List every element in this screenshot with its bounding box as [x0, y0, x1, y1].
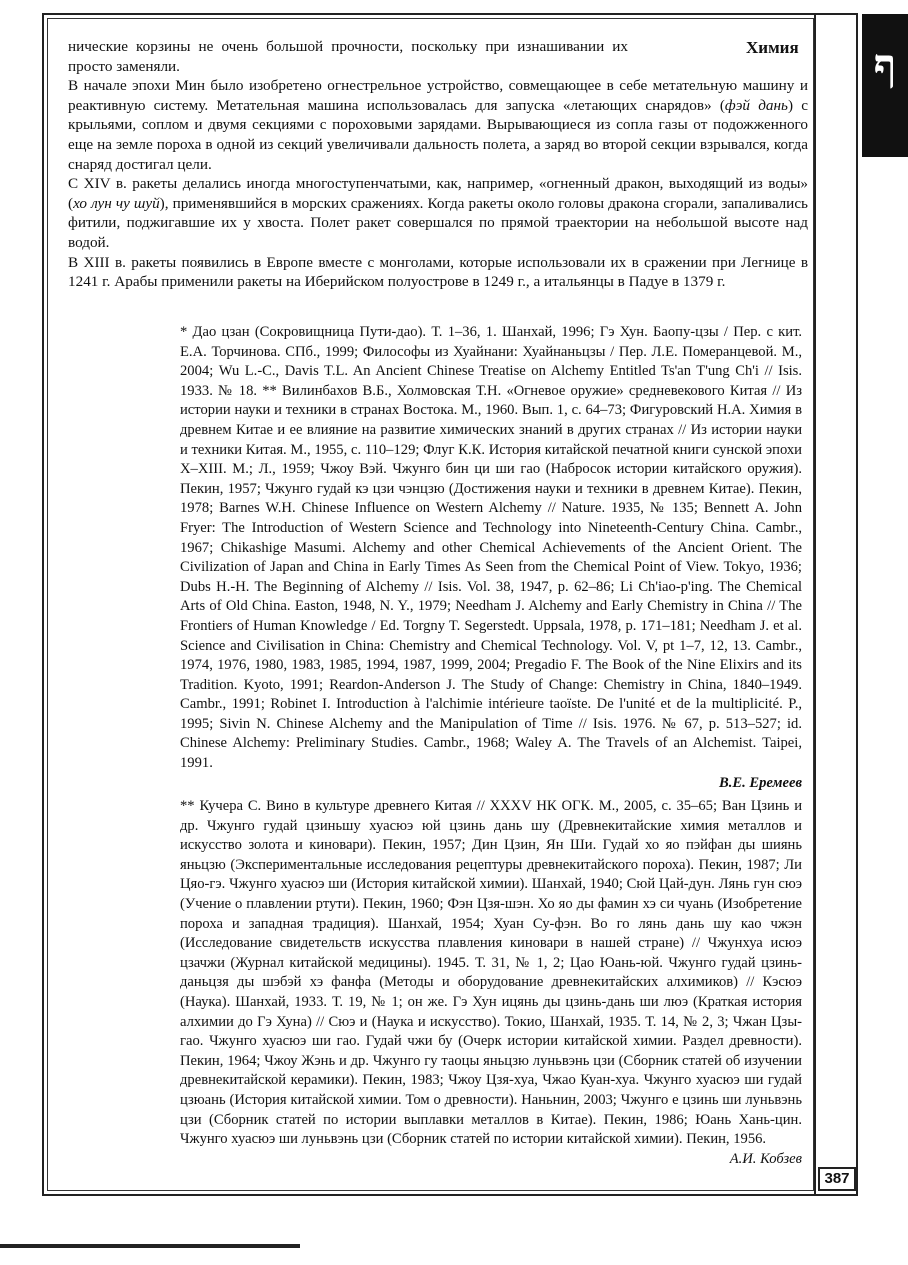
page-number: 387 [818, 1167, 856, 1191]
term-ho-lun: хо лун чу шуй [73, 194, 160, 212]
section-thumb-tab [862, 14, 908, 157]
scan-edge-line [0, 1244, 300, 1248]
paragraph-1: нические корзины не очень большой прочности, поскольку при изнашивании их просто заменяли. [68, 38, 628, 75]
term-fei-dan: фэй дань [724, 96, 788, 114]
author-signature-2: А.И. Кобзев [729, 1150, 802, 1167]
references-text-1: * Дао цзан (Сокровищница Пути-дао). Т. 1–36, 1. Шанхай, 1996; Гэ Хун. Баопу-цзы / Пер. с кит. Е.А. Торчинова. СПб., 1999; Философы из Хуайнани: Хуайнаньцзы / Пер. Л.Е. Померанцевой. М., 2004; Wu L.-C., Davis T.L. An Ancient Chinese Treatise on Alchemy Entitled Ts'an T'ung Ch'i // Isis. 1933. № 18. ** Вилинбахов В.Б., Холмовская Т.Н. «Огневое оружие» средневекового Китая // Из истории науки и техники в странах Востока. М., 1960. Вып. 1, с. 64–73; Фигуровский Н.А. Химия в древнем Китае и ее влияние на развитие химических знаний в других странах // Из истории науки и техники Китая. М., 1955, с. 110–129; Флуг К.К. История китайской печатной книги сунской эпохи X–XIII. М.; Л., 1959; Чжоу Вэй. Чжунго бин ци ши гао (Набросок истории китайского оружия). Пекин, 1957; Чжунго гудай кэ цзи чэнцзю (Достижения науки и техники в древнем Китае). Пекин, 1978; Barnes W.H. Chinese Influence on Western Alchemy // Nature. 1935, № 135; Bennett A. John Fryer: The Introduction of Western Science and Technology into Nineteenth-Century China. Cambr., 1967; Chikashige Masumi. Alchemy and other Chemical Achievements of the Ancient Orient. The Civilization of Japan and China in Early Times As Seen from the Chemical Point of View. Tokyo, 1936; Dubs H.-H. The Beginning of Alchemy // Isis. Vol. 38, 1947, p. 62–86; Li Ch'iao-p'ing. The Chemical Arts of Old China. Easton, 1948, N. Y., 1979; Needham J. Alchemy and Early Chemistry in China // The Frontiers of Human Knowledge / Ed. Torgny T. Segerstedt. Uppsala, 1978, p. 171–181; Needham J. et al. Science and Civilisation in China: Chemistry and Chemical Technology. Vol. V, pt 1–7, 12, 13. Cambr., 1974, 1976, 1980, 1983, 1985, 1994, 1987, 1999, 2004; Pregadio F. The Book of the Nine Elixirs and its Tradition. Kyoto, 1991; Reardon-Anderson J. The Study of Change: Chemistry in China, 1840–1949. Cambr., 1991; Robinet I. Introduction à l'alchimie intérieure taoïste. De l'unité et de la multiplicité. P., 1995; Sivin N. Chinese Alchemy and the Manipulation of Time // Isis. 1976. № 67, p. 513–527; id. Chinese Alchemy: Preliminary Studies. Cambr., 1968; Waley A. The Travels of an Alchemist. Taipei, 1991. [180, 324, 802, 772]
paragraph-4: В XIII в. ракеты появились в Европе вместе с монголами, которые использовали их в сражении при Легнице в 1241 г. Арабы применили ракеты на Иберийском полуострове в 1249 г., а итальянцы в Падуе в 1379 г. [68, 253, 808, 291]
references-block-1 [180, 323, 802, 793]
side-divider [814, 13, 816, 1196]
author-signature-1: В.Е. Еремеев [718, 774, 802, 791]
section-title: Химия [746, 38, 799, 57]
references-block-2 [180, 797, 802, 1169]
references-text-2: ** Кучера С. Вино в культуре древнего Китая // XXXV НК ОГК. М., 2005, с. 35–65; Ван Цзинь и др. Чжунго гудай цзиньшу хуасюэ юй цзинь дань шу (Древнекитайские химия металлов и искусство золота и киновари). Пекин, 1957; Дин Цзин, Ян Ши. Гудай хо яо пэйфан ды шиянь яньцзю (Экспериментальные исследования рецептуры древнекитайского пороха). Пекин, 1987; Ли Цяо-гэ. Чжунго хуасюэ ши (История китайской химии). Шанхай, 1940; Сюй Цай-дун. Лянь гун сюэ (Учение о плавлении ртути). Пекин, 1960; Фэн Цзя-шэн. Хо яо ды фамин хэ си чуань (Изобретение пороха и западная традиция). Шанхай, 1954; Хуан Су-фэн. Во го лянь дань шу као чжэн (Исследование свидетельств искусства плавления киновари в нашей стране) // Чжунхуа исюэ цзачжи (Журнал китайской медицины). 1945. Т. 31, № 1, 2; Цао Юань-юй. Чжунго гудай цзинь-даньцзя ды шэбэй хэ фанфа (Методы и оборудование древнекитайских алхимиков) // Кэсюэ (Наука). Шанхай, 1933. Т. 19, № 1; он же. Гэ Хун ицянь ды цзинь-дань ши люэ (Краткая история алхимии до Гэ Хуна) // Сюэ и (Наука и искусство). Токио, Шанхай, 1935. Т. 14, № 2, 3; Чжан Цзы-гао. Чжунго хуасюэ ши гао. Гудай чжи бу (Очерк истории китайской химии. Раздел древности). Пекин, 1964; Чжоу Жэнь и др. Чжунго гу таоцы яньцзю луньвэнь цзи (Сборник статей об изучении древнекитайской керамики). Пекин, 1983; Чжоу Цзя-хуа, Чжао Куан-хуа. Чжунго хуасюэ ши гудай цзюань (История китайской химии. Том о древности). Наньнин, 2003; Чжунго е цзинь ши луньвэнь цзи (Сборник статей по истории выплавки металлов в Китае). Пекин, 1986; Юань Хань-цин. Чжунго хуасюэ ши луньвэнь цзи (Сборник статей по истории китайской химии). Пекин, 1956. [180, 798, 802, 1148]
article-body [68, 37, 808, 292]
paragraph-3: С XIV в. ракеты делались иногда многоступенчатыми, как, например, «огненный дракон, выходящий из воды» (хо лун чу шуй), применявшийся в морских сражениях. Когда ракеты около головы дракона сгорали, запаливались фитили, поджигавшие их у хвоста. Полет ракет совершался по прямой траектории на небольшой высоте над водой. [68, 175, 808, 251]
paragraph-2: В начале эпохи Мин было изобретено огнестрельное устройство, совмещающее в себе метательную машину и реактивную систему. Метательная машина использовалась для запуска «летающих снарядов» (фэй дань) с крыльями, соплом и двумя секциями с пороховыми зарядами. Вырывающиеся из сопла газы от подожженного еще на земле пороха в одной из секций увеличивали дальность полета, а заряд во второй секции взрывался, когда снаряд достигал цели. [68, 77, 808, 173]
section-tab-glyph: ף [873, 40, 897, 91]
